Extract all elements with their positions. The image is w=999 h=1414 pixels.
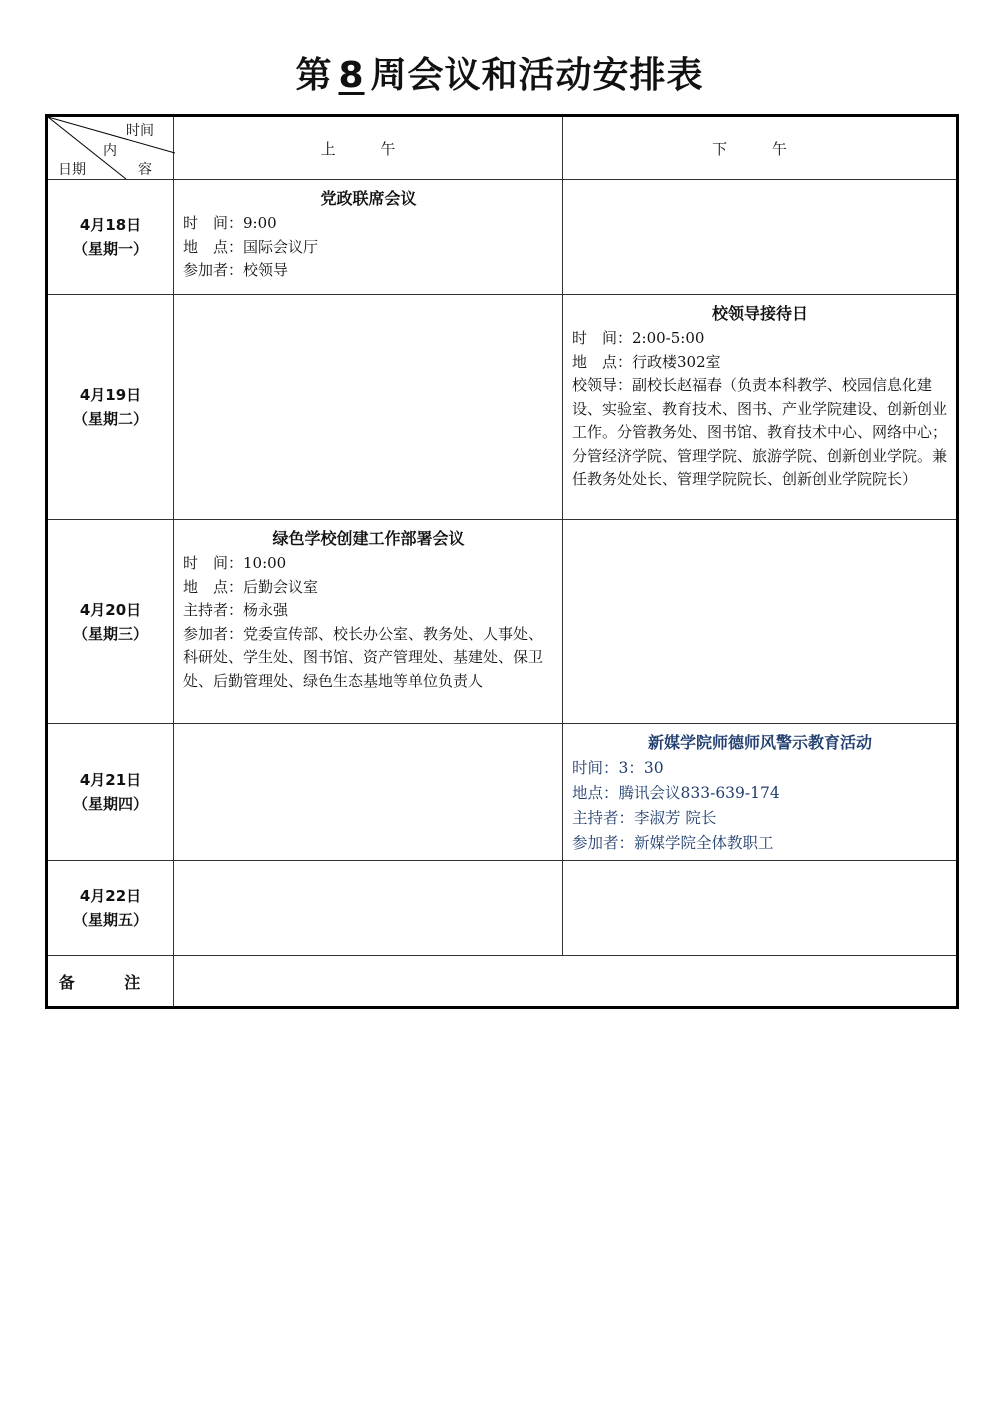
date-label: 4月21日: [79, 771, 142, 789]
morning-cell: [174, 180, 563, 295]
schedule-table: [45, 114, 959, 1009]
notes-row: [47, 956, 958, 1008]
corner-header-cell: [47, 116, 174, 180]
event-location: 地 点：国际会议厅: [183, 237, 319, 256]
day-row: [47, 861, 958, 956]
day-row: [47, 724, 958, 861]
event-title: 党政联席会议: [320, 189, 417, 208]
afternoon-cell: [563, 180, 958, 295]
date-cell: [47, 180, 174, 295]
corner-content-label-1: 内: [103, 143, 117, 159]
event-location: 地点：腾讯会议833-639-174: [572, 784, 780, 802]
event-time: 时 间：2:00-5:00: [572, 329, 705, 347]
corner-date-label: 日期: [58, 162, 86, 178]
weekday-label: （星期三）: [72, 624, 148, 643]
event-host: 主持者：李淑芳 院长: [572, 809, 717, 827]
afternoon-header: 下 午: [563, 116, 958, 180]
afternoon-cell: [563, 295, 958, 520]
event-attendees: 参加者：新媒学院全体教职工: [572, 834, 774, 852]
weekday-label: （星期一）: [72, 240, 148, 258]
event-title: 绿色学校创建工作部署会议: [272, 529, 465, 548]
date-label: 4月18日: [79, 216, 142, 234]
event-leader: 校领导：副校长赵福春（负责本科教学、校园信息化建设、实验室、教育技术、图书、产业学院建设、创新创业工作。分管教务处、图书馆、教育技术中心、网络中心；分管经济学院、管理学院、旅游学院、创新创业学院。兼任教务处处长、管理学院院长、创新创业学院院长）: [572, 376, 948, 488]
event-block: [563, 724, 956, 860]
date-label: 4月19日: [79, 386, 142, 404]
event-title: 新媒学院师德师风警示教育活动: [647, 733, 872, 752]
event-time: 时 间：9:00: [183, 214, 277, 232]
notes-label: 备 注: [47, 956, 174, 1008]
event-time: 时 间：10:00: [183, 554, 287, 572]
page-title: [0, 52, 999, 100]
event-block: [563, 295, 956, 496]
day-row: [47, 180, 958, 295]
event-block: [174, 520, 562, 697]
day-row: [47, 295, 958, 520]
event-block: [174, 180, 562, 287]
day-row: [47, 520, 958, 724]
event-host: 主持者：杨永强: [183, 601, 289, 619]
event-location: 地 点：行政楼302室: [572, 352, 721, 371]
event-time: 时间：3：30: [572, 759, 664, 777]
date-label: 4月20日: [79, 600, 142, 619]
morning-header: 上 午: [174, 116, 563, 180]
date-cell: [47, 520, 174, 724]
morning-cell: [174, 861, 563, 956]
weekday-label: （星期五）: [72, 911, 148, 929]
afternoon-cell: [563, 520, 958, 724]
weekday-label: （星期四）: [72, 795, 148, 813]
event-attendees: 参加者：党委宣传部、校长办公室、教务处、人事处、科研处、学生处、图书馆、资产管理处、基建处、保卫处、后勤管理处、绿色生态基地等单位负责人: [183, 624, 544, 690]
corner-content-label-2: 容: [138, 162, 152, 178]
title-week-number: 8: [338, 55, 365, 96]
event-title: 校领导接待日: [711, 304, 808, 323]
weekday-label: （星期二）: [72, 410, 148, 428]
afternoon-cell: [563, 724, 958, 861]
date-cell: [47, 861, 174, 956]
date-cell: [47, 724, 174, 861]
corner-time-label: 时间: [126, 123, 154, 139]
morning-cell: [174, 520, 563, 724]
title-suffix: 周会议和活动安排表: [370, 55, 704, 96]
header-row: [47, 116, 958, 180]
afternoon-cell: [563, 861, 958, 956]
notes-cell: [174, 956, 958, 1008]
morning-cell: [174, 724, 563, 861]
morning-cell: [174, 295, 563, 520]
date-label: 4月22日: [79, 887, 142, 905]
event-attendees: 参加者：校领导: [183, 261, 289, 279]
title-prefix: 第: [295, 55, 333, 96]
event-location: 地 点：后勤会议室: [183, 577, 319, 596]
date-cell: [47, 295, 174, 520]
